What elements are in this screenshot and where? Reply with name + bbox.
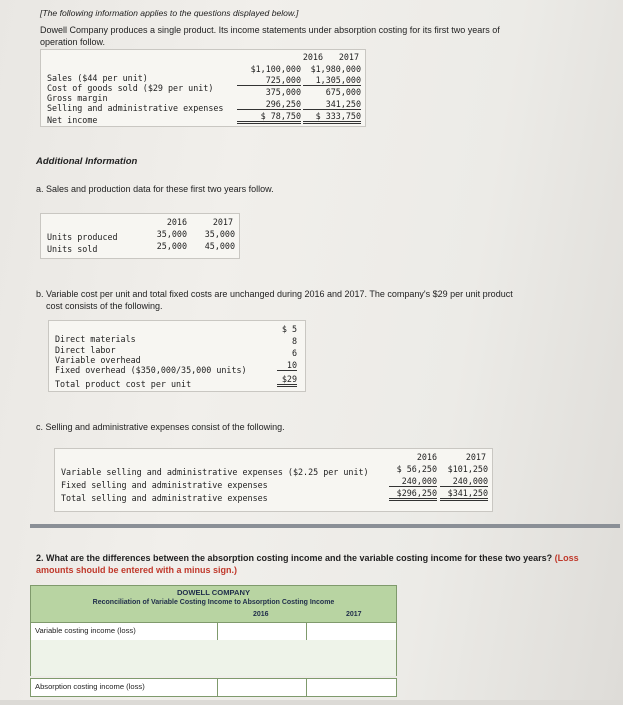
row-label: Cost of goods sold ($29 per unit)	[47, 83, 214, 93]
blank-rows	[30, 640, 397, 676]
answer-input-2016[interactable]	[217, 623, 306, 640]
value-cell: 8	[291, 336, 297, 346]
year-header-2017: 2017	[346, 611, 362, 618]
row-label: Variable costing income (loss)	[35, 626, 136, 635]
answer-input-2017[interactable]	[306, 623, 397, 640]
value-cell: $ 333,750	[303, 111, 361, 124]
value-cell: 25,000	[156, 241, 187, 251]
paragraph-a: a. Sales and production data for these first two years follow.	[36, 184, 274, 194]
value-cell: 341,250	[303, 99, 361, 110]
question-note: amounts should be entered with a minus sign.)	[36, 565, 238, 575]
paragraph-b-line2: cost consists of the following.	[46, 301, 163, 311]
reconciliation-table	[30, 585, 395, 705]
value-cell: 240,000	[440, 476, 488, 487]
income-statement-table	[40, 49, 366, 127]
value-cell: 296,250	[237, 99, 301, 110]
row-label: Absorption costing income (loss)	[35, 682, 145, 691]
reconciliation-header	[30, 585, 397, 623]
variable-costing-income-row	[30, 622, 397, 641]
year-header-2016: 2016	[253, 611, 269, 618]
row-label: Variable selling and administrative expenses ($2.25 per unit)	[61, 467, 369, 477]
row-label: Net income	[47, 115, 98, 125]
intro-text-line2: operation follow.	[40, 37, 106, 47]
question-prompt: 2. What are the differences between the absorption costing income and the variable costing income for these two years?	[36, 553, 553, 563]
section-heading: Additional Information	[36, 156, 138, 167]
row-label: Variable overhead	[55, 355, 141, 365]
row-label: Direct materials	[55, 334, 136, 344]
year-header-2017: 2017	[338, 52, 359, 62]
row-label: Units sold	[47, 244, 98, 254]
row-label: Total selling and administrative expenses	[61, 493, 268, 503]
value-cell: 35,000	[156, 229, 187, 239]
question-text	[36, 553, 579, 563]
reconciliation-title: Reconciliation of Variable Costing Income to Absorption Costing Income	[92, 599, 335, 606]
value-cell: $1,100,000	[250, 64, 301, 74]
absorption-costing-income-row	[30, 678, 397, 697]
row-label: Units produced	[47, 232, 118, 242]
answer-input-2017[interactable]	[306, 679, 397, 696]
intro-text-line1: Dowell Company produces a single product. Its income statements under absorption costing for its first two years of	[40, 25, 500, 35]
value-cell: $ 56,250	[396, 464, 437, 474]
value-cell: $341,250	[440, 488, 488, 501]
paragraph-c: c. Selling and administrative expenses consist of the following.	[36, 422, 285, 432]
question-note-start: (Loss	[554, 553, 579, 563]
value-cell: $1,980,000	[310, 64, 361, 74]
units-table	[40, 213, 240, 259]
value-cell: $296,250	[389, 488, 437, 501]
paragraph-b-line1: b. Variable cost per unit and total fixed costs are unchanged during 2016 and 2017. The company's $29 per unit product	[36, 289, 513, 299]
value-cell: 10	[277, 360, 297, 371]
value-cell: 375,000	[265, 87, 301, 97]
row-label: Fixed selling and administrative expenses	[61, 480, 268, 490]
company-name: DOWELL COMPANY	[176, 588, 251, 597]
value-cell: 240,000	[389, 476, 437, 487]
year-header-2016: 2016	[166, 217, 187, 227]
sga-table	[54, 448, 493, 512]
row-label: Fixed overhead ($350,000/35,000 units)	[55, 365, 247, 375]
year-header-2016: 2016	[416, 452, 437, 462]
value-cell: 725,000	[237, 75, 301, 86]
value-cell: $29	[277, 374, 297, 387]
year-header-2017: 2017	[212, 217, 233, 227]
answer-input-2016[interactable]	[217, 679, 306, 696]
row-label: Sales ($44 per unit)	[47, 73, 148, 83]
row-label: Total product cost per unit	[55, 379, 192, 389]
value-cell: $ 78,750	[237, 111, 301, 124]
value-cell: 45,000	[204, 241, 235, 251]
year-header-2016: 2016	[302, 52, 323, 62]
value-cell: $101,250	[447, 464, 488, 474]
value-cell: 1,305,000	[303, 75, 361, 86]
year-header-2017: 2017	[465, 452, 486, 462]
row-label: Direct labor	[55, 345, 116, 355]
value-cell: 35,000	[204, 229, 235, 239]
row-label: Selling and administrative expenses	[47, 103, 224, 113]
section-divider	[30, 524, 620, 528]
unit-cost-table	[48, 320, 306, 392]
value-cell: $ 5	[281, 324, 297, 334]
value-cell: 6	[291, 348, 297, 358]
row-label: Gross margin	[47, 93, 108, 103]
instruction-note: [The following information applies to the questions displayed below.]	[40, 8, 299, 18]
value-cell: 675,000	[325, 87, 361, 97]
